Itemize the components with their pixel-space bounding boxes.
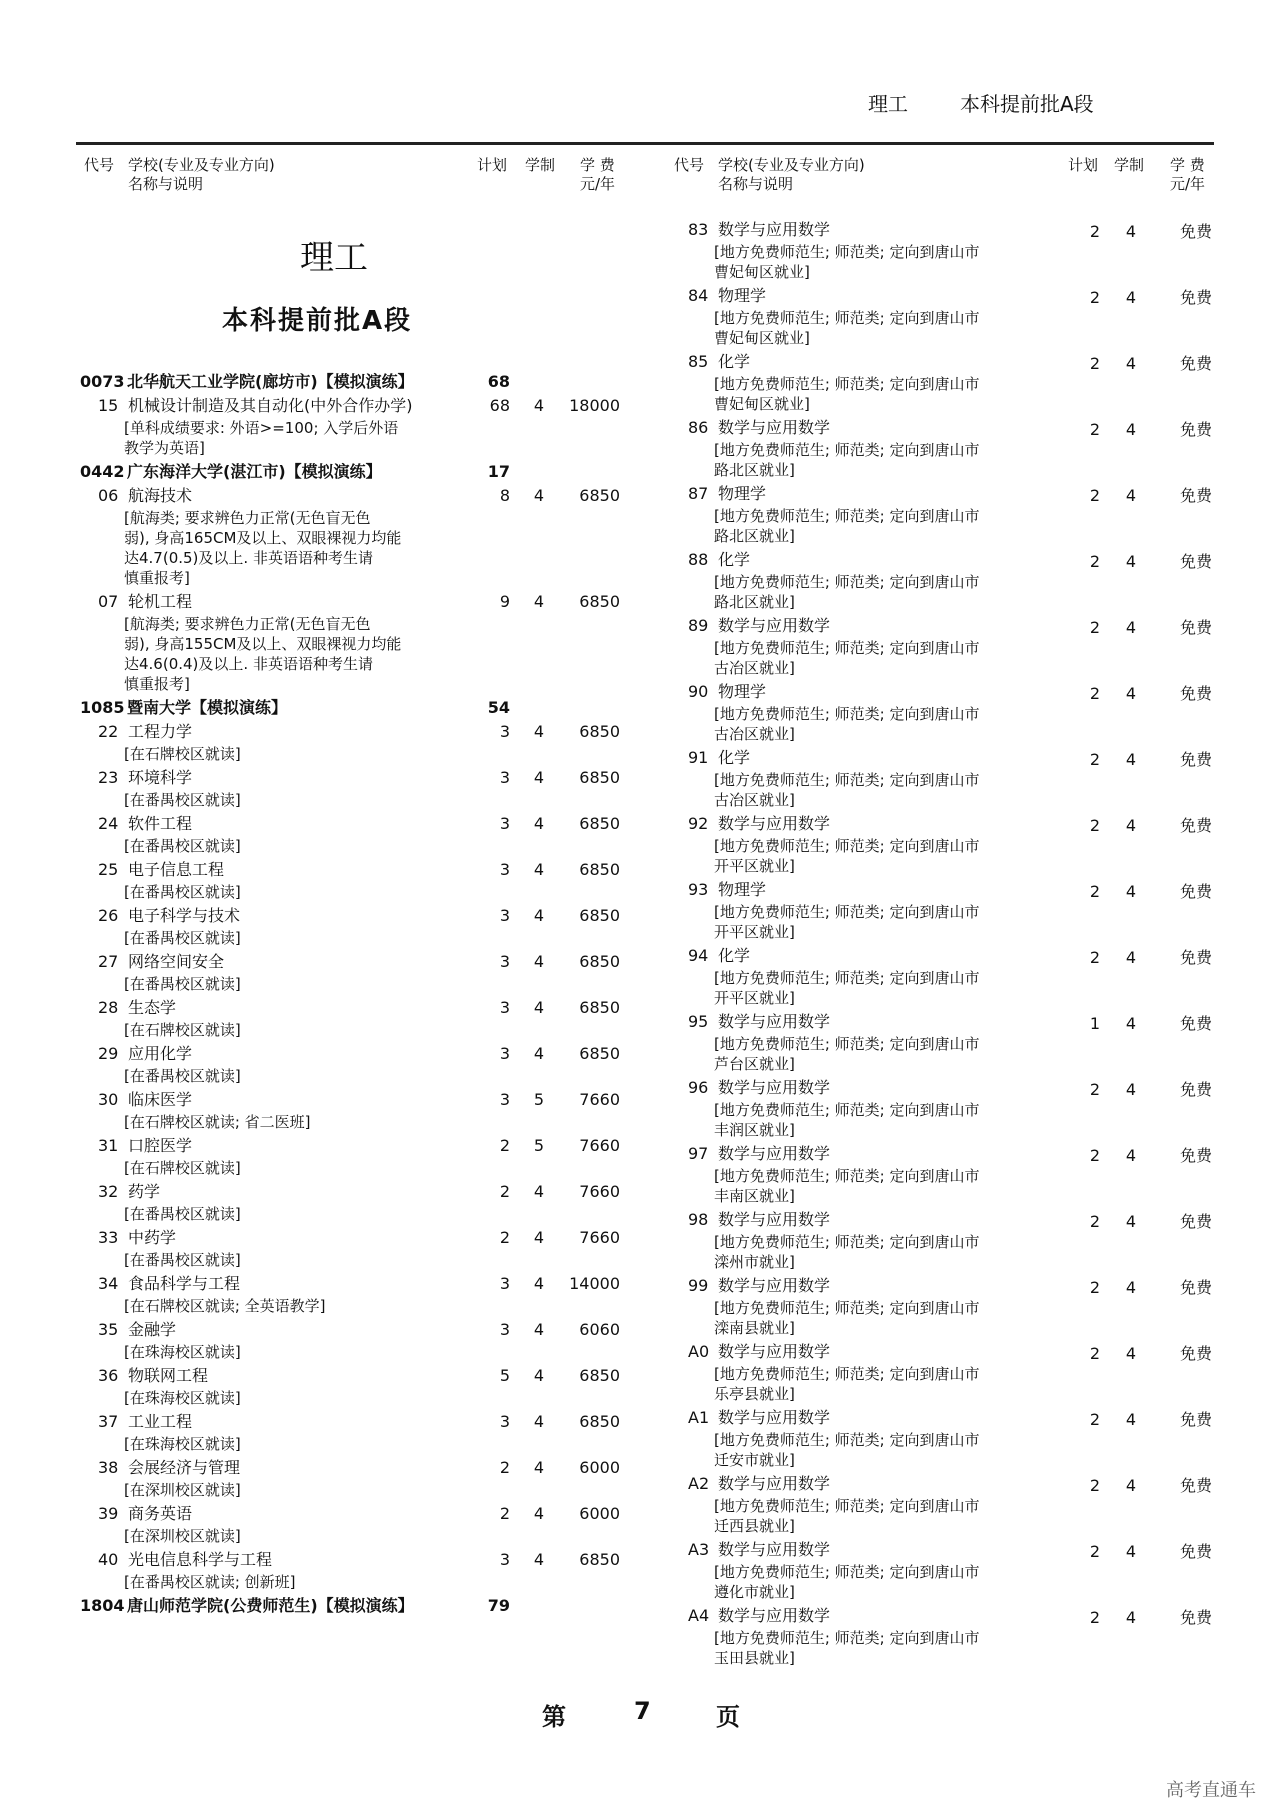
major-name: 物理学 <box>718 880 767 899</box>
major-note: [在深圳校区就读] <box>124 1527 241 1545</box>
major-note: [地方免费师范生; 师范类; 定向到唐山市 遵化市就业] <box>714 1563 980 1601</box>
major-name: 临床医学 <box>128 1090 193 1109</box>
major-note: [地方免费师范生; 师范类; 定向到唐山市 开平区就业] <box>714 837 980 875</box>
major-plan: 2 <box>1089 1080 1100 1099</box>
major-code: 28 <box>98 998 119 1017</box>
major-plan: 2 <box>1089 1608 1100 1627</box>
major-plan: 3 <box>499 1090 510 1109</box>
major-note: [地方免费师范生; 师范类; 定向到唐山市 乐亭县就业] <box>714 1365 980 1403</box>
major-note: [地方免费师范生; 师范类; 定向到唐山市 迁西县就业] <box>714 1497 980 1535</box>
major-note: [地方免费师范生; 师范类; 定向到唐山市 开平区就业] <box>714 969 980 1007</box>
major-plan: 3 <box>499 1550 510 1569</box>
major-plan: 2 <box>1089 948 1100 967</box>
major-plan: 2 <box>499 1504 510 1523</box>
major-note: [在珠海校区就读] <box>124 1435 241 1453</box>
major-name: 应用化学 <box>128 1044 193 1063</box>
major-code: 23 <box>98 768 119 787</box>
major-fee: 免费 <box>1179 552 1212 571</box>
major-plan: 2 <box>1089 1410 1100 1429</box>
major-years: 4 <box>533 1228 544 1247</box>
major-note: [在石牌校区就读] <box>124 745 241 763</box>
major-code: 84 <box>688 286 709 305</box>
major-years: 4 <box>533 1412 544 1431</box>
major-fee: 免费 <box>1179 1146 1212 1165</box>
col-fee: 学 费 <box>580 156 615 174</box>
major-years: 4 <box>1125 1476 1136 1495</box>
major-code: A0 <box>688 1342 710 1361</box>
major-plan: 1 <box>1089 1014 1100 1033</box>
major-note: [在番禺校区就读] <box>124 1205 241 1223</box>
major-code: 93 <box>688 880 709 899</box>
major-code: 22 <box>98 722 119 741</box>
major-fee: 免费 <box>1179 1080 1212 1099</box>
major-note: [地方免费师范生; 师范类; 定向到唐山市 丰润区就业] <box>714 1101 980 1139</box>
major-name: 数学与应用数学 <box>718 1012 831 1031</box>
major-plan: 3 <box>499 1412 510 1431</box>
major-fee: 免费 <box>1179 1344 1212 1363</box>
major-name: 物理学 <box>718 286 767 305</box>
major-fee: 免费 <box>1179 1410 1212 1429</box>
major-fee: 免费 <box>1179 420 1212 439</box>
major-name: 化学 <box>718 550 751 569</box>
major-name: 工业工程 <box>128 1412 193 1431</box>
col-fee-unit: 元/年 <box>1170 175 1206 193</box>
major-name: 数学与应用数学 <box>718 1078 831 1097</box>
major-code: 31 <box>98 1136 119 1155</box>
major-name: 机械设计制造及其自动化(中外合作办学) <box>128 396 413 415</box>
major-years: 4 <box>1125 420 1136 439</box>
major-fee: 免费 <box>1179 1278 1212 1297</box>
major-fee: 免费 <box>1179 354 1212 373</box>
major-note: [地方免费师范生; 师范类; 定向到唐山市 滦州市就业] <box>714 1233 980 1271</box>
major-plan: 3 <box>499 952 510 971</box>
col-school: 学校(专业及专业方向) <box>128 156 275 174</box>
major-name: 航海技术 <box>128 486 193 505</box>
major-plan: 2 <box>1089 618 1100 637</box>
major-name: 网络空间安全 <box>128 952 225 971</box>
major-fee: 18000 <box>569 396 620 415</box>
major-name: 化学 <box>718 946 751 965</box>
major-plan: 2 <box>1089 1542 1100 1561</box>
running-header-batch: 本科提前批A段 <box>960 92 1094 116</box>
major-years: 4 <box>1125 750 1136 769</box>
major-years: 5 <box>533 1090 544 1109</box>
page-footer-suffix: 页 <box>716 1703 740 1731</box>
major-years: 4 <box>533 906 544 925</box>
major-code: 29 <box>98 1044 119 1063</box>
major-code: A3 <box>688 1540 710 1559</box>
school-name: 暨南大学【模拟演练】 <box>127 698 288 717</box>
section-batch: 本科提前批A段 <box>222 306 413 336</box>
school-plan: 54 <box>487 698 510 717</box>
major-name: 物理学 <box>718 682 767 701</box>
major-code: 39 <box>98 1504 119 1523</box>
major-plan: 2 <box>1089 1344 1100 1363</box>
major-plan: 2 <box>499 1182 510 1201</box>
major-plan: 3 <box>499 906 510 925</box>
school-code: 0442 <box>80 462 125 481</box>
major-plan: 2 <box>499 1458 510 1477</box>
major-name: 数学与应用数学 <box>718 1210 831 1229</box>
major-code: A1 <box>688 1408 710 1427</box>
major-name: 数学与应用数学 <box>718 1408 831 1427</box>
major-code: 32 <box>98 1182 119 1201</box>
major-name: 中药学 <box>128 1228 177 1247</box>
col-years: 学制 <box>525 156 556 174</box>
major-years: 4 <box>1125 948 1136 967</box>
school-name: 唐山师范学院(公费师范生)【模拟演练】 <box>127 1596 414 1615</box>
major-fee: 6850 <box>579 906 620 925</box>
major-fee: 6850 <box>579 592 620 611</box>
major-plan: 2 <box>1089 750 1100 769</box>
school-plan: 17 <box>487 462 510 481</box>
major-plan: 2 <box>1089 816 1100 835</box>
major-note: [在珠海校区就读] <box>124 1389 241 1407</box>
major-name: 化学 <box>718 748 751 767</box>
major-years: 4 <box>1125 552 1136 571</box>
major-plan: 3 <box>499 860 510 879</box>
header-rule <box>76 142 1214 145</box>
col-fee-unit: 元/年 <box>580 175 616 193</box>
major-plan: 9 <box>499 592 510 611</box>
major-code: 35 <box>98 1320 119 1339</box>
major-fee: 6850 <box>579 722 620 741</box>
school-code: 0073 <box>80 372 125 391</box>
major-plan: 2 <box>499 1228 510 1247</box>
major-plan: 2 <box>1089 1278 1100 1297</box>
running-header-category: 理工 <box>868 92 908 116</box>
major-plan: 2 <box>1089 1212 1100 1231</box>
major-code: 33 <box>98 1228 119 1247</box>
major-name: 会展经济与管理 <box>128 1458 241 1477</box>
major-note: [在番禺校区就读] <box>124 975 241 993</box>
major-code: 87 <box>688 484 709 503</box>
col-school-sub: 名称与说明 <box>128 175 204 193</box>
major-note: [地方免费师范生; 师范类; 定向到唐山市 开平区就业] <box>714 903 980 941</box>
major-code: 91 <box>688 748 709 767</box>
major-name: 物理学 <box>718 484 767 503</box>
major-note: [地方免费师范生; 师范类; 定向到唐山市 曹妃甸区就业] <box>714 309 980 347</box>
major-fee: 免费 <box>1179 222 1212 241</box>
major-code: 30 <box>98 1090 119 1109</box>
page-number: 7 <box>634 1697 651 1725</box>
major-years: 4 <box>533 1504 544 1523</box>
major-note: [在番禺校区就读; 创新班] <box>124 1573 296 1591</box>
major-plan: 2 <box>1089 684 1100 703</box>
major-years: 4 <box>533 486 544 505</box>
major-fee: 免费 <box>1179 1212 1212 1231</box>
major-code: 90 <box>688 682 709 701</box>
major-note: [在番禺校区就读] <box>124 1067 241 1085</box>
major-name: 数学与应用数学 <box>718 1276 831 1295</box>
major-note: [在石牌校区就读] <box>124 1159 241 1177</box>
major-code: 92 <box>688 814 709 833</box>
watermark: 高考直通车 <box>1166 1780 1256 1801</box>
school-plan: 68 <box>487 372 510 391</box>
major-fee: 7660 <box>579 1182 620 1201</box>
major-code: 98 <box>688 1210 709 1229</box>
major-years: 4 <box>1125 1014 1136 1033</box>
major-plan: 2 <box>1089 288 1100 307</box>
major-name: 电子信息工程 <box>128 860 225 879</box>
major-note: [地方免费师范生; 师范类; 定向到唐山市 路北区就业] <box>714 573 980 611</box>
major-years: 4 <box>533 1366 544 1385</box>
major-code: 34 <box>98 1274 119 1293</box>
col-code: 代号 <box>84 156 115 174</box>
major-years: 4 <box>1125 354 1136 373</box>
major-name: 口腔医学 <box>128 1136 193 1155</box>
major-code: 15 <box>98 396 119 415</box>
school-code: 1804 <box>80 1596 125 1615</box>
major-years: 4 <box>1125 486 1136 505</box>
major-note: [在石牌校区就读] <box>124 1021 241 1039</box>
major-fee: 6000 <box>579 1504 620 1523</box>
school-plan: 79 <box>487 1596 510 1615</box>
major-name: 商务英语 <box>128 1504 193 1523</box>
major-code: 94 <box>688 946 709 965</box>
major-note: [航海类; 要求辨色力正常(无色盲无色 弱), 身高155CM及以上、双眼裸视力均能 达4.6(0.4)及以上. 非英语语种考生请 慎重报考] <box>124 615 402 693</box>
major-plan: 2 <box>1089 222 1100 241</box>
major-code: A2 <box>688 1474 710 1493</box>
major-name: 数学与应用数学 <box>718 1540 831 1559</box>
major-plan: 3 <box>499 1274 510 1293</box>
major-code: 83 <box>688 220 709 239</box>
section-title: 理工 <box>300 238 368 278</box>
major-years: 4 <box>1125 1146 1136 1165</box>
major-note: [单科成绩要求: 外语>=100; 入学后外语 教学为英语] <box>124 419 399 457</box>
major-fee: 免费 <box>1179 1476 1212 1495</box>
col-school-sub: 名称与说明 <box>718 175 794 193</box>
major-fee: 免费 <box>1179 684 1212 703</box>
major-fee: 免费 <box>1179 1608 1212 1627</box>
major-note: [在番禺校区就读] <box>124 1251 241 1269</box>
major-plan: 2 <box>499 1136 510 1155</box>
major-years: 4 <box>533 1274 544 1293</box>
major-years: 4 <box>533 722 544 741</box>
school-name: 广东海洋大学(湛江市)【模拟演练】 <box>127 462 382 481</box>
major-fee: 6060 <box>579 1320 620 1339</box>
major-name: 金融学 <box>128 1320 177 1339</box>
major-note: [地方免费师范生; 师范类; 定向到唐山市 曹妃甸区就业] <box>714 375 980 413</box>
major-name: 电子科学与技术 <box>128 906 241 925</box>
col-plan: 计划 <box>477 156 508 174</box>
major-years: 5 <box>533 1136 544 1155</box>
major-years: 4 <box>1125 222 1136 241</box>
major-note: [地方免费师范生; 师范类; 定向到唐山市 古冶区就业] <box>714 705 980 743</box>
major-note: [地方免费师范生; 师范类; 定向到唐山市 玉田县就业] <box>714 1629 980 1667</box>
major-note: [地方免费师范生; 师范类; 定向到唐山市 迁安市就业] <box>714 1431 980 1469</box>
major-code: 95 <box>688 1012 709 1031</box>
major-name: 数学与应用数学 <box>718 1474 831 1493</box>
major-fee: 6850 <box>579 952 620 971</box>
major-fee: 免费 <box>1179 750 1212 769</box>
major-years: 4 <box>1125 684 1136 703</box>
major-note: [在番禺校区就读] <box>124 929 241 947</box>
major-code: 37 <box>98 1412 119 1431</box>
major-fee: 6850 <box>579 1044 620 1063</box>
major-years: 4 <box>1125 1542 1136 1561</box>
major-fee: 6850 <box>579 1412 620 1431</box>
major-note: [在深圳校区就读] <box>124 1481 241 1499</box>
major-fee: 6000 <box>579 1458 620 1477</box>
major-name: 光电信息科学与工程 <box>128 1550 273 1569</box>
major-note: [在番禺校区就读] <box>124 837 241 855</box>
major-code: 99 <box>688 1276 709 1295</box>
major-name: 环境科学 <box>128 768 193 787</box>
major-plan: 5 <box>499 1366 510 1385</box>
major-plan: 3 <box>499 768 510 787</box>
major-plan: 2 <box>1089 486 1100 505</box>
major-note: [地方免费师范生; 师范类; 定向到唐山市 芦台区就业] <box>714 1035 980 1073</box>
col-plan: 计划 <box>1068 156 1099 174</box>
major-code: 27 <box>98 952 119 971</box>
major-fee: 7660 <box>579 1136 620 1155</box>
major-name: 数学与应用数学 <box>718 1342 831 1361</box>
major-fee: 免费 <box>1179 1014 1212 1033</box>
major-years: 4 <box>1125 1278 1136 1297</box>
major-years: 4 <box>533 768 544 787</box>
major-years: 4 <box>533 998 544 1017</box>
major-name: 数学与应用数学 <box>718 220 831 239</box>
major-note: [地方免费师范生; 师范类; 定向到唐山市 丰南区就业] <box>714 1167 980 1205</box>
major-note: [地方免费师范生; 师范类; 定向到唐山市 古冶区就业] <box>714 639 980 677</box>
major-years: 4 <box>533 1458 544 1477</box>
major-note: [在番禺校区就读] <box>124 791 241 809</box>
major-name: 轮机工程 <box>128 592 193 611</box>
major-plan: 2 <box>1089 882 1100 901</box>
major-years: 4 <box>533 1320 544 1339</box>
major-code: 88 <box>688 550 709 569</box>
major-note: [航海类; 要求辨色力正常(无色盲无色 弱), 身高165CM及以上、双眼裸视力均能 达4.7(0.5)及以上. 非英语语种考生请 慎重报考] <box>124 509 402 587</box>
major-plan: 3 <box>499 1320 510 1339</box>
major-code: 85 <box>688 352 709 371</box>
major-fee: 6850 <box>579 486 620 505</box>
major-plan: 3 <box>499 722 510 741</box>
major-years: 4 <box>533 952 544 971</box>
major-code: 38 <box>98 1458 119 1477</box>
major-years: 4 <box>533 1550 544 1569</box>
major-name: 软件工程 <box>128 814 193 833</box>
major-years: 4 <box>1125 816 1136 835</box>
major-years: 4 <box>1125 1344 1136 1363</box>
major-name: 物联网工程 <box>128 1366 209 1385</box>
major-fee: 免费 <box>1179 1542 1212 1561</box>
major-plan: 2 <box>1089 1146 1100 1165</box>
major-name: 数学与应用数学 <box>718 1144 831 1163</box>
major-name: 工程力学 <box>128 722 193 741</box>
major-name: 数学与应用数学 <box>718 1606 831 1625</box>
major-name: 药学 <box>128 1182 161 1201</box>
major-note: [地方免费师范生; 师范类; 定向到唐山市 路北区就业] <box>714 507 980 545</box>
major-years: 4 <box>533 860 544 879</box>
major-plan: 2 <box>1089 1476 1100 1495</box>
major-years: 4 <box>1125 288 1136 307</box>
major-code: 25 <box>98 860 119 879</box>
major-years: 4 <box>533 592 544 611</box>
major-years: 4 <box>533 814 544 833</box>
major-plan: 68 <box>489 396 510 415</box>
major-years: 4 <box>1125 1212 1136 1231</box>
col-years: 学制 <box>1114 156 1145 174</box>
col-code: 代号 <box>674 156 705 174</box>
major-plan: 3 <box>499 998 510 1017</box>
major-fee: 6850 <box>579 768 620 787</box>
major-code: A4 <box>688 1606 710 1625</box>
major-fee: 免费 <box>1179 816 1212 835</box>
major-fee: 6850 <box>579 998 620 1017</box>
major-fee: 6850 <box>579 860 620 879</box>
major-plan: 2 <box>1089 420 1100 439</box>
major-years: 4 <box>533 396 544 415</box>
major-years: 4 <box>1125 618 1136 637</box>
major-fee: 6850 <box>579 1550 620 1569</box>
major-fee: 免费 <box>1179 288 1212 307</box>
school-code: 1085 <box>80 698 125 717</box>
major-code: 96 <box>688 1078 709 1097</box>
school-name: 北华航天工业学院(廊坊市)【模拟演练】 <box>127 372 414 391</box>
major-plan: 8 <box>499 486 510 505</box>
major-fee: 6850 <box>579 1366 620 1385</box>
major-name: 数学与应用数学 <box>718 616 831 635</box>
major-plan: 2 <box>1089 354 1100 373</box>
major-note: [在石牌校区就读; 全英语教学] <box>124 1297 326 1315</box>
major-years: 4 <box>1125 1080 1136 1099</box>
major-years: 4 <box>1125 882 1136 901</box>
major-fee: 7660 <box>579 1090 620 1109</box>
major-fee: 14000 <box>569 1274 620 1293</box>
major-code: 06 <box>98 486 119 505</box>
major-plan: 3 <box>499 1044 510 1063</box>
major-fee: 免费 <box>1179 486 1212 505</box>
major-years: 4 <box>1125 1608 1136 1627</box>
major-note: [地方免费师范生; 师范类; 定向到唐山市 滦南县就业] <box>714 1299 980 1337</box>
major-code: 89 <box>688 616 709 635</box>
page-footer-prefix: 第 <box>542 1703 566 1731</box>
major-code: 86 <box>688 418 709 437</box>
major-note: [在珠海校区就读] <box>124 1343 241 1361</box>
major-years: 4 <box>533 1044 544 1063</box>
major-fee: 免费 <box>1179 882 1212 901</box>
major-fee: 7660 <box>579 1228 620 1247</box>
major-name: 食品科学与工程 <box>128 1274 241 1293</box>
major-fee: 6850 <box>579 814 620 833</box>
major-note: [在番禺校区就读] <box>124 883 241 901</box>
major-plan: 3 <box>499 814 510 833</box>
col-school: 学校(专业及专业方向) <box>718 156 865 174</box>
major-code: 40 <box>98 1550 119 1569</box>
major-years: 4 <box>1125 1410 1136 1429</box>
major-years: 4 <box>533 1182 544 1201</box>
major-code: 26 <box>98 906 119 925</box>
major-plan: 2 <box>1089 552 1100 571</box>
major-code: 07 <box>98 592 119 611</box>
col-fee: 学 费 <box>1170 156 1205 174</box>
major-name: 数学与应用数学 <box>718 418 831 437</box>
major-note: [地方免费师范生; 师范类; 定向到唐山市 路北区就业] <box>714 441 980 479</box>
major-code: 97 <box>688 1144 709 1163</box>
major-name: 数学与应用数学 <box>718 814 831 833</box>
major-name: 化学 <box>718 352 751 371</box>
major-note: [地方免费师范生; 师范类; 定向到唐山市 曹妃甸区就业] <box>714 243 980 281</box>
major-note: [地方免费师范生; 师范类; 定向到唐山市 古冶区就业] <box>714 771 980 809</box>
major-code: 36 <box>98 1366 119 1385</box>
major-name: 生态学 <box>128 998 177 1017</box>
major-note: [在石牌校区就读; 省二医班] <box>124 1113 311 1131</box>
major-code: 24 <box>98 814 119 833</box>
major-fee: 免费 <box>1179 618 1212 637</box>
major-fee: 免费 <box>1179 948 1212 967</box>
